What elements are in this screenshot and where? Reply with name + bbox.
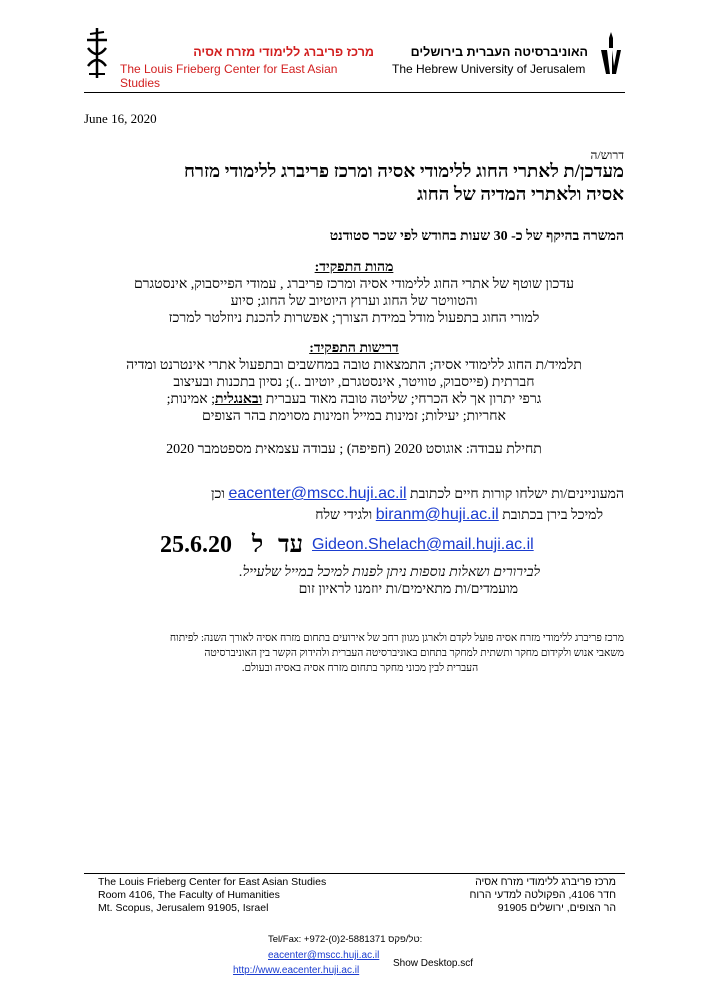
footer-divider [84, 873, 625, 874]
frieberg-center-logo [84, 26, 110, 80]
requirements-line-3 [84, 392, 624, 408]
footer-hebrew-line-3: הר הצופים, ירושלים 91905 [497, 902, 616, 914]
requirements-english-emphasis: ובאנגלית [214, 392, 263, 407]
hebrew-university-logo [598, 30, 624, 80]
requirements-line-1: תלמיד/ת החוג ללימודי אסיה; התמצאות טובה במחשבים ובתפעול אתרי אינטרנט ומדיה [126, 358, 582, 373]
apply-line-2 [100, 506, 603, 524]
job-scope: המשרה בהיקף של כ- 30 שעות בחודש לפי שכר סטודנט [329, 229, 624, 244]
interview-note: מועמדים/ות מתאימים/ות יוזמנו לראיון זום [298, 582, 518, 597]
requirements-line-3-part-c: ; אמינות; [166, 392, 215, 407]
footer-hebrew-line-1: מרכז פריברג ללימודי מזרח אסיה [475, 876, 616, 888]
job-title-line-2: אסיה ולאתרי המדיה של החוג [416, 185, 624, 205]
footer-phone-number: Tel/Fax: +972-(0)2-5881371 [268, 934, 386, 945]
about-line-2: משאבי אנוש ולקידום מחקר ותשתית למחקר בתחום באוניברסיטה העברית ולהידוק הקשר בין האוניברסיטה [204, 648, 624, 659]
email-link-eacenter[interactable]: eacenter@mscc.huji.ac.il [228, 485, 407, 502]
deadline-date: 25.6.20 [160, 532, 232, 558]
role-line-3: למורי החוג בתפעול מודל במידת הצורך; אפשרות להכנת ניוזלטר למרכז [168, 311, 540, 326]
header-divider [84, 92, 625, 93]
apply-line-1-text: המעוניינים/ות ישלחו קורות חיים לכתובת [406, 487, 624, 502]
show-desktop-label: Show Desktop.scf [393, 958, 474, 969]
footer-english-line-3: Mt. Scopus, Jerusalem 91905, Israel [98, 902, 269, 914]
role-heading: מהות התפקיד: [314, 260, 394, 275]
deadline-line [160, 528, 560, 564]
inquiries-note: לבירורים ושאלות נוספות ניתן לפנות למיכל במייל שלעייל. [239, 565, 540, 580]
apply-line-2-text: למיכל בירן בכתובת [498, 508, 603, 523]
wanted-label: דרוש/ה [590, 148, 624, 162]
role-line-2: והטוויטר של החוג וערוץ היוטיוב של החוג; סיוע [230, 294, 478, 309]
requirements-line-2: חברתית (פייסבוק, טוויטר, אינסטגרם, יוטיוב ..); נסיון בתכנות ובעיצוב [173, 375, 535, 390]
footer-phone [268, 934, 422, 945]
university-name-hebrew: האוניברסיטה העברית בירושלים [410, 45, 588, 59]
requirements-line-4: אחריות; יעילות; זמינות במייל וזמינות מסוימת בהר הצופים [202, 409, 506, 424]
apply-line-2-end: ולגידי שלח [315, 508, 376, 523]
center-name-hebrew: מרכז פריברג ללימודי מזרח אסיה [193, 45, 374, 59]
email-link-biran[interactable]: biranm@huji.ac.il [375, 506, 499, 523]
apply-line-1 [100, 485, 624, 503]
start-date: תחילת עבודה: אוגוסט 2020 (חפיפה) ; עבודה עצמאית מספטמבר 2020 [166, 442, 542, 457]
apply-line-1-end: וכן [210, 487, 229, 502]
requirements-heading: דרישות התפקיד: [309, 341, 399, 356]
deadline-l: ל [252, 532, 264, 558]
job-title-line-1: מעדכן/ת לאתרי החוג ללימודי אסיה ומרכז פריברג ללימודי מזרח [183, 162, 624, 182]
university-name-english: The Hebrew University of Jerusalem [392, 62, 586, 76]
footer-phone-label-hebrew: טל/פקס: [388, 934, 423, 945]
role-line-1: עדכון שוטף של אתרי החוג ללימודי אסיה ומרכז פריברג , עמודי הפייסבוק, אינסטגרם [133, 277, 575, 292]
footer-email-link[interactable]: eacenter@mscc.huji.ac.il [268, 950, 380, 961]
requirements-line-3-part-a: גרפי יתרון אך לא הכרחי; שליטה טובה מאוד בעברית [262, 392, 542, 407]
footer-hebrew-line-2: חדר 4106, הפקולטה למדעי הרוח [469, 889, 616, 901]
letter-date: June 16, 2020 [84, 111, 157, 126]
email-link-shelach[interactable]: Gideon.Shelach@mail.huji.ac.il [312, 536, 534, 553]
about-line-1: מרכז פריברג ללימודי מזרח אסיה פועל לקדם ולארגן מגוון רחב של אירועים בתחום מזרח אסיה לאורך השנה: לפיתוח [169, 633, 624, 644]
deadline-word: עד [278, 532, 304, 558]
footer-website-link[interactable]: http://www.eacenter.huji.ac.il [233, 965, 360, 976]
footer-english-line-1: The Louis Frieberg Center for East Asian Studies [98, 876, 327, 888]
footer-english-line-2: Room 4106, The Faculty of Humanities [98, 889, 280, 901]
center-name-english: The Louis Frieberg Center for East Asian Studies [120, 62, 338, 90]
about-line-3: העברית לבין מכוני מחקר בתחום מזרח אסיה באסיה ובעולם. [241, 663, 479, 674]
